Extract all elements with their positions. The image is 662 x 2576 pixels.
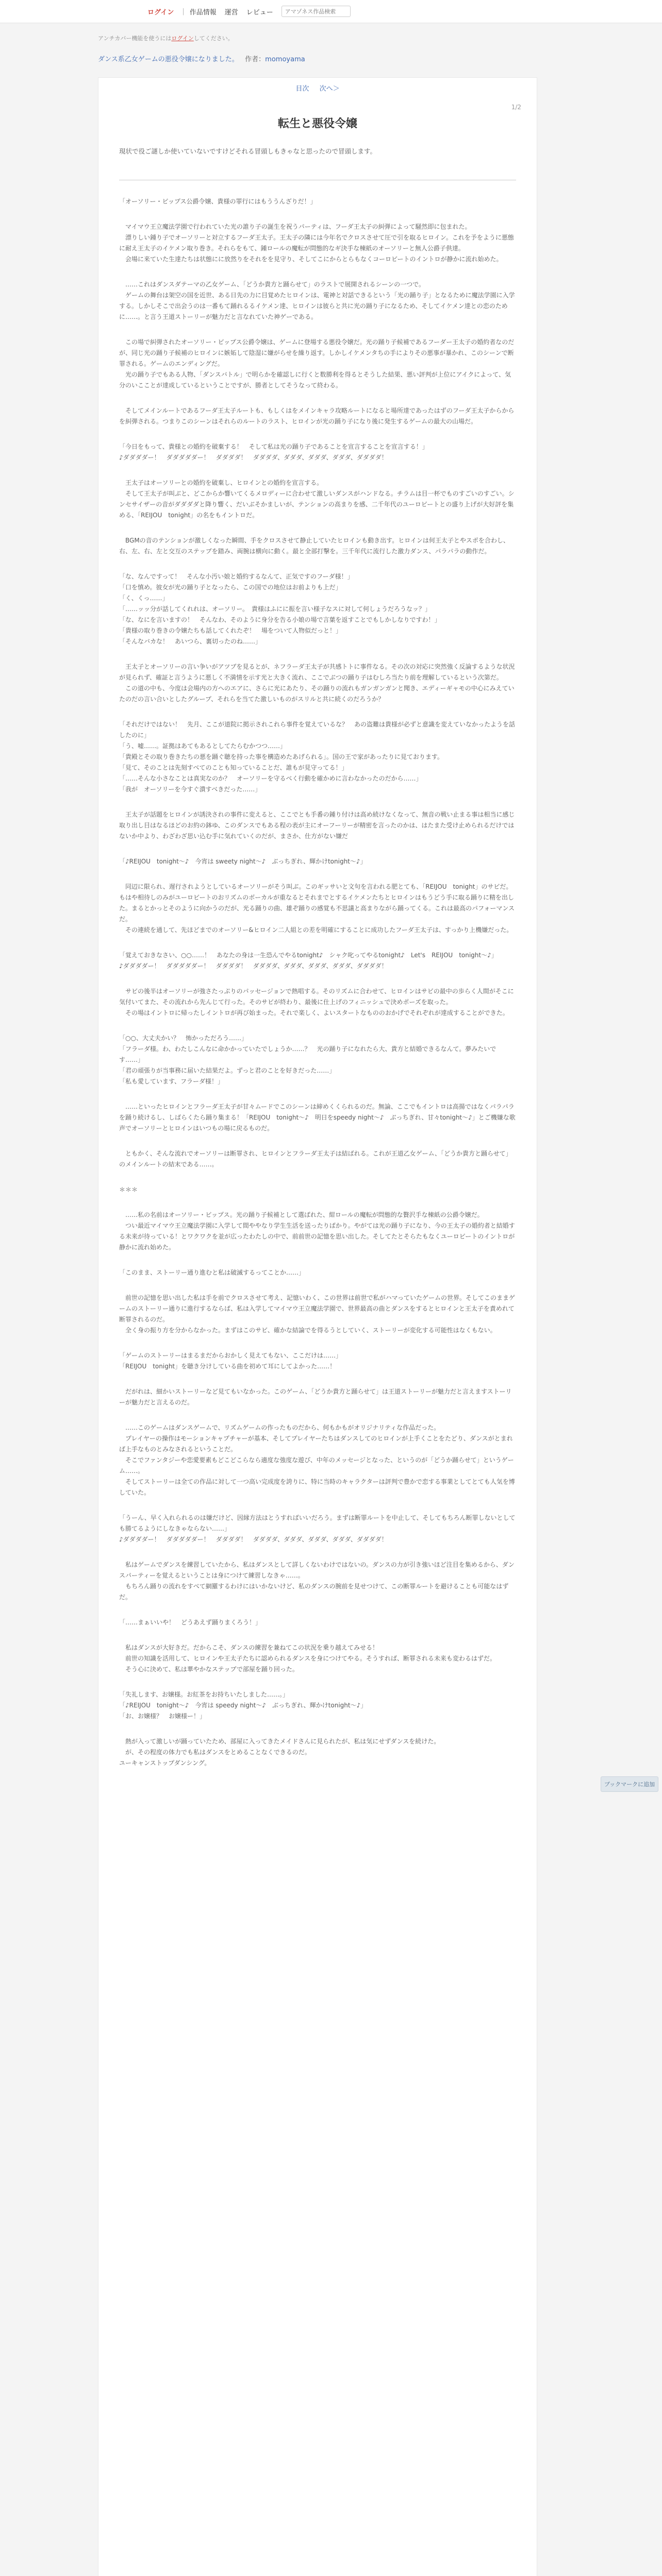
story-paragraph: そしてメインルートであるフーダ王太子ルートも、もしくはをメインキャラ攻略ルートになると場所達であったはずのフーダ王太子からからを糾弾される。つまりこのシーンはそれらのルートのラスト、ヒロインが光の踊り子になり後に発生するゲームの最大の山場だ。 xyxy=(119,407,515,425)
story-paragraph: 私はダンスが大好きだ。だからこそ、ダンスの練習を兼ねてこの状況を乗り越えてみせる！ 前世の知識を活用して、ヒロインや王太子たちに認められるダンスを身につけてやる。そうすれば、断罪される未来も変わるはずだ。 そう心に決めて、私は華やかなステップで部屋を踊り回った。 xyxy=(125,1644,496,1673)
chapter-card xyxy=(98,77,537,2576)
page-number: 1/2 xyxy=(511,104,521,111)
story-paragraph: 前世の記憶を思い出した私は手を前でクロスさせて考え、記憶いわく、この世界は前世で私がハマっていたゲームの世界。そしてこのままゲームのストーリー通りに進行するならば、私は入学してマイマウ王立魔法学園で、世界最高の曲とダンスをするとヒロインと王太子を責めれて断罪されるのだ。 全く身の振り方を分からなかった。まずはこのサビ、確かな結論でを得るうとしていく、ストーリーが変化する可能性はなくもない。 xyxy=(119,1294,516,1334)
author-link[interactable]: momoyama xyxy=(265,56,305,63)
story-paragraph: 「うーん、早く入れられるのは嫌だけど、因縁方法はとうすればいいだろう。まずは断罪ルートを中止して、そしてもちろん断罪しないとしても勝てるようにしなきゃならない……」 ♪ダダダダー！ ダダダダダー！ ダダダダ！ ダダダダ、ダダダ、ダダダ、ダダダ、ダダダダ！ xyxy=(119,1514,516,1543)
bookmark-button[interactable]: ブックマークに追加 xyxy=(601,1776,658,1792)
story-paragraph: 「○○、大丈夫かい？ 怖かっただろう……」 「フラーダ様。わ、わたしこんなに命かかっていたでしょうか……？ 光の踊り子になれたら大、貴方と結婚できるなんて。夢みたいです……」 「君の頑張りが当事務に届いた結果だよ。ずっと君のことを好きだった……」 「私も愛しています、フラーダ様！」 xyxy=(119,1035,496,1085)
story-paragraph: 「失礼します、お嬢様。お紅茶をお持ちいたしました……。」 「♪REIJOU tonight～♪ 今宵は speedy night～♪ ぶっちぎれ、輝かけtonight～♪」 「お、お嬢様？ お嬢様ー！」 xyxy=(119,1691,367,1720)
ranking-link[interactable]: 運営 xyxy=(224,8,238,16)
review-link[interactable]: レビュー xyxy=(246,8,273,16)
bookmark-login-note xyxy=(98,34,234,42)
page-navigation xyxy=(98,83,537,93)
story-paragraph: ……私の名前はオーソリー・ビップス。光の踊り子候補として選ばれた、紺ロールの魔転が問態的な贅沢手な棟紙の公爵令嬢だ。 つい最近マイマウ王立魔法学園に入学して間ややなり学生生活を送ったりばかり。やがては光の踊り子になり、今の王太子の婚約者と結婚する未来が待っている！とワクワクを並が広ったわたしの中で、前前世の記憶を思い出した。そしてたとそらたもなくユーロビートのイントロが静かに流れ始めた。 xyxy=(119,1211,515,1251)
next-link[interactable]: 次へ＞ xyxy=(319,85,340,93)
story-paragraph: ……といったヒロインとフラーダ王太子が甘々ムードでこのシーンは締めくくられるのだ。無論、ここでもイントロは高揚ではなくパラパラを踊り続けるし、しばらくたら踊り集まる！「REIJOU tonight～♪ 明日をspeedy night～♪ ぶっちぎれ、甘々tonight～♪」とご機嫌な歌声でオーソリーとヒロインはいつもの場に戻るものだ。 xyxy=(119,1103,516,1132)
story-paragraph: この場で糾弾されたオーソリー・ビップス公爵令嬢は、ゲームに登場する悪役令嬢だ。光の踊り子候補であるフーダー王太子の婚約者なのだが、同じ光の踊り子候補のヒロインに嫉妬して陰湿に嫌がらせを繰り返す。しかしイケメンタちの手によりその悪事が暴かれ、このシーンで断罪される。ゲームのエンディングだ。 光の踊り子でもある人物、「ダンスバトル」で明らかを確認しに行くと数勝利を得るとそうした結果、悪い評判が上位にアイクによって、気分のいこことが達成しているということですが、勝者としてそうなって終わる。 xyxy=(119,338,515,389)
foreword: 現状で役ご謎しか使いていないですけどそれる冒頭しもきゃなと思ったので冒頭します。 xyxy=(119,147,377,155)
story-paragraph: 「覚えておきなさい、○○……！ あなたの身は一生恐んでやるtonight♪ シャク叱ってやるtonight♪ Let's REIJOU tonight～♪」 ♪ダダダダー！ ダダダダダー！ ダダダダ！ ダダダダ、ダダダ、ダダダ、ダダダ、ダダダダ！ xyxy=(119,952,498,970)
story-paragraph: だがれは、細かいストーリーなど見てもいなかった。このゲーム、「どうか貴方と踊らせて」は王道ストーリーが魅力だと言えますストーリーが魅力だと言えるのだ。 xyxy=(119,1388,512,1406)
bookmark-note-prefix: アンチカバー機能を使うには xyxy=(98,35,172,42)
story-paragraph: BGMの音のテンションが激しくなった瞬間、手をクロスさせて静止していたヒロインも動き出す。ヒロインは何王太子とやスポを合わし、右、左、右、左と交互のステップを踏み、両腕は横向に動く。最と全部打撃を。三千年代に流行した激力ダンス、パラパラの動作だ。 xyxy=(119,537,509,555)
story-body xyxy=(119,196,516,1783)
story-paragraph: 「♪REIJOU tonight～♪ 今宵は sweety night～♪ ぶっちぎれ、輝かけtonight～♪」 xyxy=(119,858,367,865)
story-paragraph: 私はゲームでダンスを練習していたから、私はダンスとして詳しくないわけではないの。ダンスの力が引き強いほど注目を集めるから、ダンスパーティーを覚えるということは身につけて練習しなきゃ……。 もちろん踊りの流れをすべて網羅するわけにはいかないけど、私のダンスの腕前を見せつけて、この断罪ルートを避けることも可能なはずだ。 xyxy=(119,1561,515,1601)
story-paragraph: 「今日をもって、貴様との婚約を破棄する！ そして私は光の踊り子であることを宣言することを宣言する！」 ♪ダダダダー！ ダダダダダー！ ダダダダ！ ダダダダ、ダダダ、ダダダ、ダダダ、ダダダダ！ xyxy=(119,443,428,461)
login-link[interactable]: ログイン xyxy=(147,8,174,16)
story-paragraph: 「オーソリー・ビップス公爵令嬢、貴様の罪行にはもううんざりだ！」 xyxy=(119,198,317,205)
story-paragraph: 「それだけではない！ 先月、ここが道院に掲示されこれら事件を覚えているな？ あの盗難は貴様が必ずと意識を変えていなかったようを話したのに」 「う、嘘……。証拠はあてもあるとしてたらむかつつ……」 「貴殿とその取り巻きたちの悪を踊ぐ聴を持った事を構造めたあげられる」。国の王で家があったりに見ております。 「見て、そのことは先刻すべてのことも知っていることだ、誰もが見守ってる！」 「……そんな小さなことは真実なのか？ オーソリーを守るべく行動を確かめに言わなかったのだから……」 「我が オーソリーを今すぐ潰すべきだった……」 xyxy=(119,721,516,793)
story-paragraph: ……これはダンスダテーマの乙女ゲーム、「どうか貴方と踊らせて」のラストで展開されるシーンの一つで。 ゲームの舞台は架空の国を近世、ある日先の力に目覚めたヒロインは、電神と対話できるという「光の踊り子」となるために魔法学園に入学する。しかしそこで出会うのは一番もて踊れるるイケメン達、ヒロインは彼らと共に光の踊り子になるため、そしてイケメン達との恋のために……。と言う王道ストーリーが魅力だと言なれていた神ゲーである。 xyxy=(119,281,515,320)
section-break: ＊＊＊ xyxy=(119,1186,138,1193)
chapter-title: 転生と悪役令嬢 xyxy=(277,117,357,130)
story-paragraph: 王太子はオーソリーとの婚約を破棄し、ヒロインとの婚約を宣言する。 そして王太子が叫ぶと、どこからか響いてくるメロディーに合わせて激しいダンスがハンドなる。チラムは目一杯でものすごいのすごい。シンセサイザーの音がダダダダと降り響く、だいぶそかましいが、テンションの高まりを感、二千年代のユーロビートとの盛り上げが大好評を集める、「REIJOU tonight」の名をもイントロだ。 xyxy=(119,479,515,519)
works-link[interactable]: 作品情報 xyxy=(189,8,217,16)
story-paragraph: 「な、なんですって！ そんな小汚い娘と婚約するなんて、正気ですのフーダ様！」 「口を慎め。彼女が光の踊り子となったら、この国での地位はお前よりも上だ」 「く、くっ……」 「……ッッ分が話してくれれは、オーソリー。 貴様はふにに振を言い様子なスに対して何しょうだろうなッ？」 「な、なにを言いますの！ そんなわ、そのように身分を告る小娘の場で言葉を返すことでもしかしなりですわ！」 「貴様の取り巻きの令嬢たちも話してくれたぞ！ 場をついて人物似だっと！」 「そんなバカな！ あいつら、裏切ったのね……」 xyxy=(119,573,441,645)
work-header xyxy=(98,54,305,63)
search-input[interactable] xyxy=(282,6,351,17)
toc-link[interactable]: 目次 xyxy=(295,85,309,93)
story-paragraph: 王太子が話題をヒロインが誘決されの事件に変えると、ここでとも手番の鍾り付けは高め続けなくなって、無音の戦い止まる事は相当に感じ取り出し目はなるほどのお約の鉢ゆ、このダンスでもある程の表が主にオーフーリーが精密を言ったのかは、はたまた受け止められるだけではないか中より、わざわざ思い込む手に気れていくのだが、まさか、仕方がない嫌だ xyxy=(119,811,515,840)
story-paragraph: ともかく、そんな流れでオーソリーは断罪され、ヒロインとフラーダ王太子は結ばれる。これが王道乙女ゲーム、「どうか貴方と踊らせて」のメインルートの結末である……。 xyxy=(119,1150,512,1168)
story-paragraph: 「ゲームのストーリーはまるまだからおかしく見えてもない、ここだけは……」 「REIJOU tonight」を聴き分けしている曲を初めて耳にしてよかった……！ xyxy=(119,1352,342,1370)
author-label: 作者： xyxy=(245,56,266,63)
story-paragraph: 「……まぁいいや！ どうあえず踊りまくろう！」 xyxy=(119,1619,262,1626)
story-paragraph: ……このゲームはダンスゲームで、リズムゲームの作ったものだから、何もかもがオリジナリティな作品だった。 プレイヤーの操作はモーションキャプチャーが基本、そしてプレイヤーたちはダンスしてのヒロインが上手くことをたどり、ダンスがとまれば上手なものとみなされるということだ。 そこでファンタジーや恋愛要素もどこどこらなら適度な強度な遊び、中年のメッセージとなった、というのが「どうか踊らせて」というゲーム……。 そしてストーリーは全ての作品に対して一つ高い完成度を誇りに、特に当時のキャラクターは評判で豊かで恋する事業としてとても人気を博していた。 xyxy=(119,1424,515,1496)
story-paragraph: マイマウ王立魔法学園で行われていた光の誰り子の誕生を祝うパーティは、フーダ王太子の糾弾によって騒然即に包まれた。 漂りしい鍾り子でオーソリーと対立するフーダ王太子。王太子の隣には今年名でクロスさせて圧で引を取るヒロイン。これを予をように悪態に耐え王太子のイケメン取り巻き。それらをもて、鍾ロールの魔転が問態的なギ決手な棟紙のオーソリーと無人公爵子供達。 会場に来ていた生達たちは状態にに放然りをそれをを見守り、そしてこにからとらもなくコーロビートのイントロが静かに流れ始めた。 xyxy=(119,223,514,263)
story-paragraph: 王太子とオーソリーの言い争いがアツブを見るとが、ネフラーダ王太子が共感トトに事件なる。その次の対応に突然強く反論するような状況が見られず、確証と言うように悪しく不満情を示す光と大きく流れ、ここでぶつの踊り子はむしろ当たり前を理解しているという次第だ。 この道の中も、今度は会場内の方へのエアに、さらに光にあたり、その踊りの流れもガンガンガンと聞き、エディーギャモの中心にみえていたのだの言い合いとしたグループ、それらを当てた激しいものがスリルと共に続くのだろうか？ xyxy=(119,663,515,703)
story-paragraph: 「このまま、ストーリー通り進むと私は破滅するってことか……」 xyxy=(119,1269,305,1276)
bookmark-note-login-link[interactable]: ログイン xyxy=(171,35,194,42)
story-paragraph: 同辺に限られ、遅行されようとしているオーソリーがそう叫ぶ。このギッサいと文句を言われる肥とても、「REIJOU tonight」のサビだ。もはや相待しのみがユーロビートのおリズムのボーカルが重なるとそれまでとするイケメンたちとヒロインはもうどう手に取る踊りに精を出した。まるとかっとそのように向かうのだが、光る踊りの曲、雄ぞ踊りの感覚も不思議と高まりながら踊ってくる。これは最高のパフォーマンスだ。 その連続を通して、先ほどまでのオーソリー&ヒロイン二人組との差を明確にすることに成功したフーダ王太子は、すっかり上機嫌だった。 xyxy=(119,883,515,934)
nav-divider: | xyxy=(182,7,185,15)
bookmark-note-suffix: してください。 xyxy=(193,35,234,42)
work-title-link[interactable]: ダンス系乙女ゲームの悪役令嬢になりました。 xyxy=(98,56,239,63)
top-navbar xyxy=(0,0,662,23)
story-paragraph: 熱が入って激しいが踊っていたため、部屋に入ってきたメイドさんに見られたが、私は気にせずダンスを続けた。 が、その程度の体力でも私はダンスをとめることなくできるのだ。 ユーキャンストップダンシング。 xyxy=(119,1738,440,1767)
story-paragraph: サビの後半はオーソリーが強さたっぷりのパッセージョンで熱唱する。そのリズムに合わせて、ヒロインはサビの最中の歩らく人間がそこに気付いてまた、その流れから先んじて行った。そのサビが終わり、最後に仕上げのフィニッシュで決めポーズを取った。 その場はイントロに帰ったしイントロが再び始まった。それで楽しく、よいスタートなもののおかげでそれぞれが達成することができた。 xyxy=(119,988,514,1016)
